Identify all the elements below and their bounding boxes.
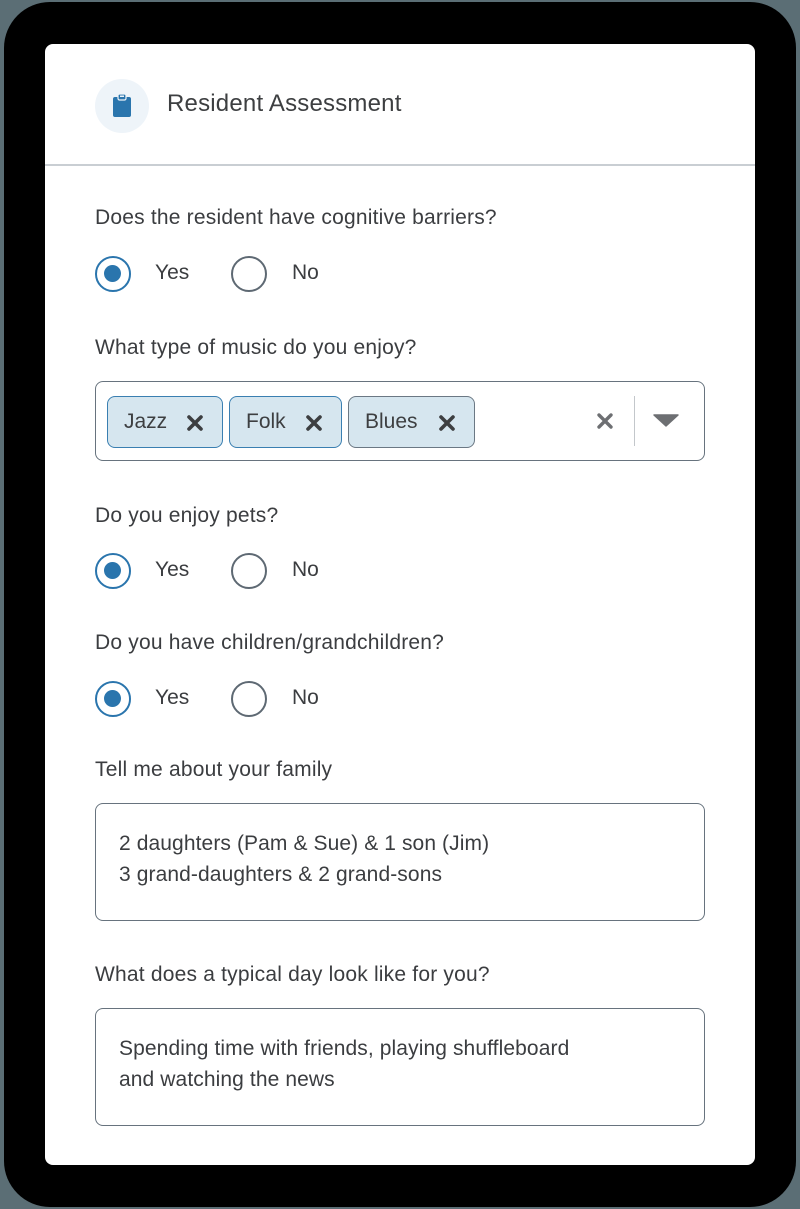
radio-cognitive-yes[interactable]: [95, 256, 131, 292]
clear-all-icon[interactable]: [596, 412, 614, 430]
clipboard-icon: [112, 93, 132, 118]
question-pets-label: Do you enjoy pets?: [95, 504, 279, 527]
header-icon-badge: [95, 79, 149, 133]
chip-label: Blues: [365, 410, 418, 433]
chip-blues: [348, 396, 475, 448]
radio-children-yes-label: Yes: [155, 686, 190, 709]
chip-folk: [229, 396, 342, 448]
card-header: [45, 44, 755, 166]
question-typical-day-label: What does a typical day look like for you?: [95, 963, 490, 986]
remove-chip-icon[interactable]: [438, 414, 456, 432]
question-music-label: What type of music do you enjoy?: [95, 336, 417, 359]
assessment-card: [45, 44, 755, 1165]
typical-day-textarea[interactable]: [95, 1008, 705, 1126]
radio-children-no-label: No: [292, 686, 319, 709]
radio-group-cognitive: [95, 256, 395, 296]
chip-label: Jazz: [124, 410, 168, 433]
remove-chip-icon[interactable]: [305, 414, 323, 432]
radio-children-yes[interactable]: [95, 681, 131, 717]
radio-pets-no-label: No: [292, 558, 319, 581]
caret-down-icon[interactable]: [652, 412, 680, 428]
textarea-line: 2 daughters (Pam & Sue) & 1 son (Jim): [119, 832, 490, 855]
family-textarea[interactable]: [95, 803, 705, 921]
question-family-label: Tell me about your family: [95, 758, 333, 781]
remove-chip-icon[interactable]: [186, 414, 204, 432]
textarea-line: 3 grand-daughters & 2 grand-sons: [119, 863, 443, 886]
radio-pets-yes[interactable]: [95, 553, 131, 589]
radio-children-no[interactable]: [231, 681, 267, 717]
textarea-line: and watching the news: [119, 1068, 335, 1091]
chip-jazz: [107, 396, 223, 448]
chip-label: Folk: [246, 410, 286, 433]
multiselect-divider: [634, 396, 635, 446]
music-multiselect[interactable]: [95, 381, 705, 461]
page-title: Resident Assessment: [167, 90, 402, 117]
question-cognitive-label: Does the resident have cognitive barriers?: [95, 206, 497, 229]
radio-group-children: [95, 681, 395, 721]
question-children-label: Do you have children/grandchildren?: [95, 631, 445, 654]
radio-pets-yes-label: Yes: [155, 558, 190, 581]
radio-cognitive-yes-label: Yes: [155, 261, 190, 284]
radio-cognitive-no-label: No: [292, 261, 319, 284]
radio-pets-no[interactable]: [231, 553, 267, 589]
textarea-line: Spending time with friends, playing shuffleboard: [119, 1037, 570, 1060]
radio-group-pets: [95, 553, 395, 593]
radio-cognitive-no[interactable]: [231, 256, 267, 292]
